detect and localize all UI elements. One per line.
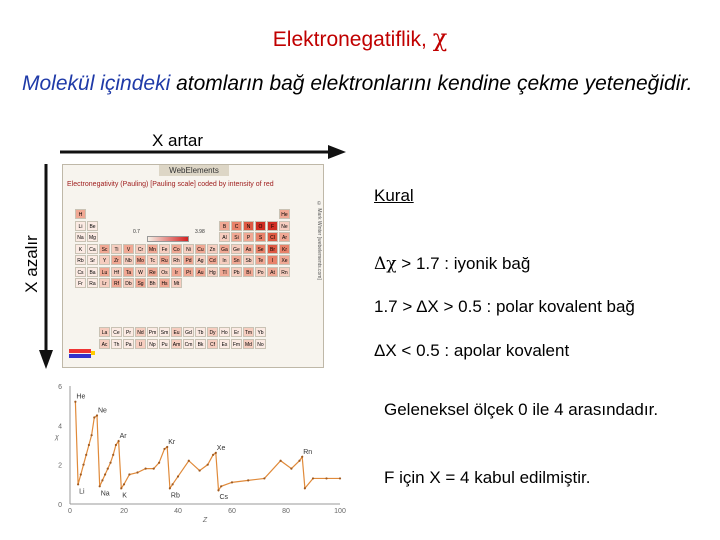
decrease-label: X azalır bbox=[22, 235, 41, 293]
element-cell: Mo bbox=[135, 255, 146, 265]
data-point bbox=[120, 487, 122, 489]
data-point bbox=[304, 487, 306, 489]
element-cell: Rf bbox=[111, 278, 122, 288]
element-cell: Ga bbox=[219, 244, 230, 254]
periodic-table-description: Electronegativity (Pauling) [Pauling scale] coded by intensity of red bbox=[67, 181, 274, 188]
y-tick-label: 4 bbox=[58, 423, 62, 431]
element-cell: Db bbox=[123, 278, 134, 288]
data-point bbox=[101, 479, 103, 481]
element-cell: Ho bbox=[219, 327, 230, 337]
element-cell: Rb bbox=[75, 255, 86, 265]
definition-text bbox=[22, 70, 702, 98]
fluorine-note: F için X = 4 kabul edilmiştir. bbox=[384, 468, 591, 487]
data-point bbox=[153, 468, 155, 470]
element-cell: Li bbox=[75, 221, 86, 231]
data-point bbox=[99, 485, 101, 487]
data-point bbox=[220, 485, 222, 487]
element-cell: B bbox=[219, 221, 230, 231]
element-cell: Yb bbox=[255, 327, 266, 337]
element-cell: Hf bbox=[111, 267, 122, 277]
chi-symbol: χ bbox=[432, 24, 448, 52]
data-point bbox=[77, 483, 79, 485]
element-cell: U bbox=[135, 339, 146, 349]
element-cell: Zr bbox=[111, 255, 122, 265]
legend-swatch bbox=[69, 354, 91, 358]
data-point bbox=[93, 416, 95, 418]
element-cell: S bbox=[255, 232, 266, 242]
x-tick-label: 80 bbox=[282, 508, 290, 515]
element-cell: Ba bbox=[87, 267, 98, 277]
legend-max: 3.98 bbox=[195, 229, 205, 235]
point-annotation: Li bbox=[79, 488, 85, 496]
data-point bbox=[177, 475, 179, 477]
element-cell: N bbox=[243, 221, 254, 231]
data-point bbox=[263, 477, 265, 479]
element-cell: Na bbox=[75, 232, 86, 242]
page-title: Elektronegatiflik, χ bbox=[272, 24, 448, 52]
point-annotation: Xe bbox=[216, 444, 226, 452]
element-cell: Cd bbox=[207, 255, 218, 265]
data-point bbox=[339, 477, 341, 479]
rules-heading: Kural bbox=[374, 186, 414, 205]
element-cell: Ge bbox=[231, 244, 242, 254]
legend-min: 0.7 bbox=[133, 229, 140, 235]
x-axis-label: Z bbox=[202, 517, 208, 524]
data-point bbox=[166, 446, 168, 448]
data-point bbox=[207, 464, 209, 466]
element-cell: Ti bbox=[111, 244, 122, 254]
element-cell: F bbox=[267, 221, 278, 231]
data-point bbox=[85, 454, 87, 456]
element-cell: Tl bbox=[219, 267, 230, 277]
data-point bbox=[107, 468, 109, 470]
element-cell: Se bbox=[255, 244, 266, 254]
element-cell: Pb bbox=[231, 267, 242, 277]
element-cell: Re bbox=[147, 267, 158, 277]
element-cell: Fm bbox=[231, 339, 242, 349]
element-cell: Ac bbox=[99, 339, 110, 349]
rule-polar-covalent: 1.7 > ΔX > 0.5 : polar kovalent bağ bbox=[374, 297, 635, 316]
element-cell: Nd bbox=[135, 327, 146, 337]
element-cell: Rn bbox=[279, 267, 290, 277]
data-point bbox=[199, 469, 201, 471]
element-cell: Sg bbox=[135, 278, 146, 288]
element-cell: Ca bbox=[87, 244, 98, 254]
element-cell: Th bbox=[111, 339, 122, 349]
element-cell: Pr bbox=[123, 327, 134, 337]
element-cell: Tc bbox=[147, 255, 158, 265]
element-cell: O bbox=[255, 221, 266, 231]
scale-note: Geleneksel ölçek 0 ile 4 arasındadır. bbox=[384, 400, 659, 419]
data-point bbox=[128, 473, 130, 475]
element-cell: Fr bbox=[75, 278, 86, 288]
element-cell: No bbox=[255, 339, 266, 349]
element-cell: As bbox=[243, 244, 254, 254]
element-cell: Cs bbox=[75, 267, 86, 277]
element-cell: Sc bbox=[99, 244, 110, 254]
element-cell: Sm bbox=[159, 327, 170, 337]
y-axis-label: χ bbox=[55, 434, 59, 442]
periodic-table-image bbox=[62, 164, 324, 368]
data-point bbox=[163, 448, 165, 450]
element-cell: Mg bbox=[87, 232, 98, 242]
element-cell: Ne bbox=[279, 221, 290, 231]
data-point bbox=[212, 454, 214, 456]
element-cell: Os bbox=[159, 267, 170, 277]
element-cell: Ni bbox=[183, 244, 194, 254]
data-point bbox=[96, 414, 98, 416]
data-point bbox=[82, 464, 84, 466]
element-cell: Bk bbox=[195, 339, 206, 349]
element-cell: Lr bbox=[99, 278, 110, 288]
series-line bbox=[75, 402, 340, 491]
periodic-table-credit: © Mark Winter [webelements.com] bbox=[316, 201, 322, 280]
element-cell: K bbox=[75, 244, 86, 254]
element-cell: Xe bbox=[279, 255, 290, 265]
element-cell: C bbox=[231, 221, 242, 231]
data-point bbox=[158, 462, 160, 464]
data-point bbox=[115, 444, 117, 446]
element-cell: Dy bbox=[207, 327, 218, 337]
element-cell: He bbox=[279, 209, 290, 219]
data-point bbox=[290, 468, 292, 470]
element-cell: Rh bbox=[171, 255, 182, 265]
element-cell: Sn bbox=[231, 255, 242, 265]
element-cell: Sb bbox=[243, 255, 254, 265]
element-cell: Md bbox=[243, 339, 254, 349]
data-point bbox=[325, 477, 327, 479]
point-annotation: Kr bbox=[168, 438, 176, 446]
x-tick-label: 20 bbox=[120, 508, 128, 515]
element-cell: Pu bbox=[159, 339, 170, 349]
element-cell: Pd bbox=[183, 255, 194, 265]
element-cell: Al bbox=[219, 232, 230, 242]
data-point bbox=[74, 401, 76, 403]
data-point bbox=[88, 444, 90, 446]
element-cell: Br bbox=[267, 244, 278, 254]
point-annotation: Rb bbox=[170, 492, 180, 500]
y-tick-label: 6 bbox=[58, 384, 62, 391]
element-cell: Fe bbox=[159, 244, 170, 254]
element-cell: W bbox=[135, 267, 146, 277]
data-point bbox=[298, 460, 300, 462]
element-cell: Be bbox=[87, 221, 98, 231]
element-cell: Y bbox=[99, 255, 110, 265]
element-cell: Ar bbox=[279, 232, 290, 242]
element-cell: Sr bbox=[87, 255, 98, 265]
element-cell: Po bbox=[255, 267, 266, 277]
element-cell: Te bbox=[255, 255, 266, 265]
periodic-table-header: WebElements bbox=[159, 165, 229, 176]
element-cell: Pm bbox=[147, 327, 158, 337]
element-cell: Bi bbox=[243, 267, 254, 277]
element-cell: H bbox=[75, 209, 86, 219]
element-cell: Ir bbox=[171, 267, 182, 277]
data-point bbox=[109, 462, 111, 464]
element-cell: Ta bbox=[123, 267, 134, 277]
data-point bbox=[172, 483, 174, 485]
point-annotation: Ar bbox=[119, 433, 127, 441]
legend-swatch bbox=[69, 349, 91, 353]
element-cell: At bbox=[267, 267, 278, 277]
element-cell: La bbox=[99, 327, 110, 337]
increase-label: X artar bbox=[152, 131, 204, 150]
element-cell: Zn bbox=[207, 244, 218, 254]
element-cell: Er bbox=[231, 327, 242, 337]
rule-ionic: Δχ > 1.7 : iyonik bağ bbox=[374, 254, 531, 274]
data-point bbox=[112, 454, 114, 456]
element-cell: Eu bbox=[171, 327, 182, 337]
element-cell: Mt bbox=[171, 278, 182, 288]
element-cell: Gd bbox=[183, 327, 194, 337]
element-cell: Tm bbox=[243, 327, 254, 337]
legend-swatch bbox=[91, 351, 95, 355]
data-point bbox=[145, 468, 147, 470]
element-cell: Es bbox=[219, 339, 230, 349]
element-cell: Cl bbox=[267, 232, 278, 242]
y-tick-label: 2 bbox=[58, 462, 62, 470]
definition-rest: atomların bağ elektronlarını kendine çekme yeteneğidir. bbox=[170, 72, 693, 95]
element-cell: Hg bbox=[207, 267, 218, 277]
element-cell: Bh bbox=[147, 278, 158, 288]
element-cell: Kr bbox=[279, 244, 290, 254]
element-cell: Pa bbox=[123, 339, 134, 349]
element-cell: Am bbox=[171, 339, 182, 349]
element-cell: Ra bbox=[87, 278, 98, 288]
data-point bbox=[280, 460, 282, 462]
point-annotation: K bbox=[122, 492, 127, 500]
point-annotation: Na bbox=[100, 490, 110, 498]
element-cell: Cu bbox=[195, 244, 206, 254]
horizontal-arrow-icon bbox=[58, 142, 348, 162]
point-annotation: Rn bbox=[303, 448, 313, 456]
element-cell: Si bbox=[231, 232, 242, 242]
element-cell: Ru bbox=[159, 255, 170, 265]
data-point bbox=[301, 456, 303, 458]
x-tick-label: 60 bbox=[228, 508, 236, 515]
element-cell: P bbox=[243, 232, 254, 242]
point-annotation: He bbox=[76, 393, 86, 401]
element-cell: Nb bbox=[123, 255, 134, 265]
element-cell: Tb bbox=[195, 327, 206, 337]
element-cell: Co bbox=[171, 244, 182, 254]
data-point bbox=[217, 489, 219, 491]
x-tick-label: 40 bbox=[174, 508, 182, 515]
element-cell: Cr bbox=[135, 244, 146, 254]
data-point bbox=[136, 471, 138, 473]
element-cell: Cf bbox=[207, 339, 218, 349]
element-cell: Cm bbox=[183, 339, 194, 349]
element-cell: Lu bbox=[99, 267, 110, 277]
element-cell: In bbox=[219, 255, 230, 265]
definition-highlight: Molekül içindeki bbox=[22, 72, 171, 95]
element-cell: Ce bbox=[111, 327, 122, 337]
x-tick-label: 0 bbox=[68, 508, 72, 515]
legend-gradient bbox=[147, 236, 189, 242]
element-cell: Hs bbox=[159, 278, 170, 288]
element-cell: Ag bbox=[195, 255, 206, 265]
element-cell: V bbox=[123, 244, 134, 254]
data-point bbox=[123, 483, 125, 485]
element-cell: I bbox=[267, 255, 278, 265]
data-point bbox=[215, 452, 217, 454]
element-cell: Np bbox=[147, 339, 158, 349]
data-point bbox=[91, 434, 93, 436]
point-annotation: Cs bbox=[219, 494, 229, 502]
element-cell: Mn bbox=[147, 244, 158, 254]
data-point bbox=[104, 473, 106, 475]
y-tick-label: 0 bbox=[58, 502, 62, 509]
data-point bbox=[312, 477, 314, 479]
data-point bbox=[80, 473, 82, 475]
point-annotation: Ne bbox=[98, 407, 107, 415]
data-point bbox=[169, 487, 171, 489]
electronegativity-chart bbox=[48, 378, 348, 524]
data-point bbox=[247, 479, 249, 481]
element-cell: Au bbox=[195, 267, 206, 277]
element-cell: Pt bbox=[183, 267, 194, 277]
x-tick-label: 100 bbox=[334, 508, 346, 515]
data-point bbox=[118, 440, 120, 442]
data-point bbox=[231, 481, 233, 483]
data-point bbox=[188, 460, 190, 462]
rule-apolar-covalent: ΔX < 0.5 : apolar kovalent bbox=[374, 341, 570, 360]
